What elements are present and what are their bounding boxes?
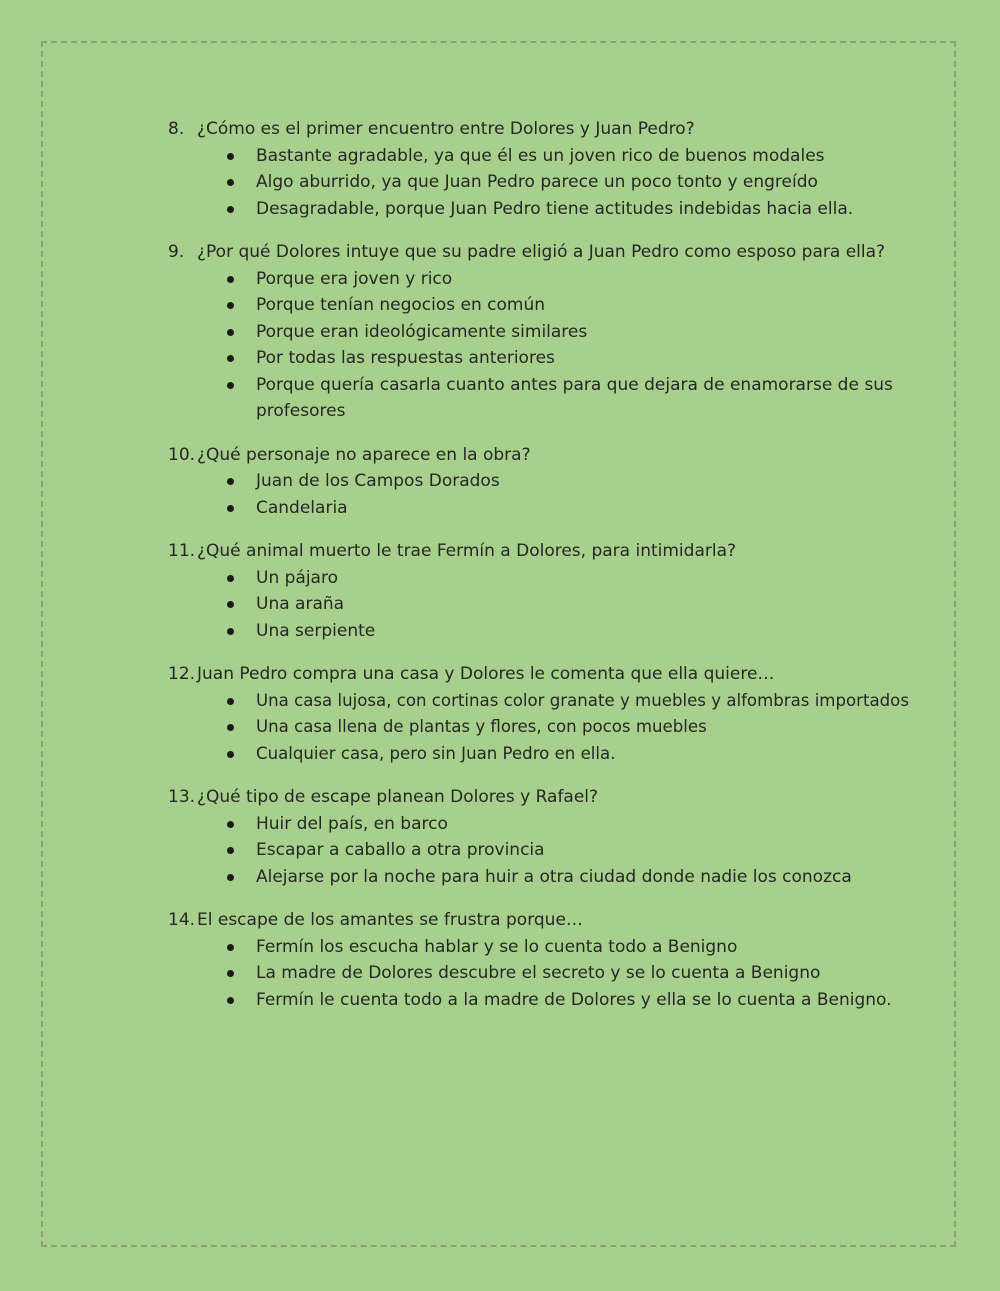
question-number: 11. (168, 541, 196, 561)
question-number: 13. (168, 787, 196, 807)
question-list (168, 116, 928, 1030)
question-12 (168, 661, 928, 767)
option-item[interactable]: Fermín le cuenta todo a la madre de Dolores y ella se lo cuenta a Benigno. (227, 987, 928, 1014)
option-item[interactable]: Candelaria (227, 495, 928, 522)
option-list (168, 143, 928, 223)
option-item[interactable]: Juan de los Campos Dorados (227, 468, 928, 495)
question-number: 8. (168, 119, 185, 139)
question-10 (168, 442, 928, 522)
question-text: El escape de los amantes se frustra porque… (197, 910, 583, 930)
option-item[interactable]: Una araña (227, 591, 928, 618)
option-item[interactable]: Huir del país, en barco (227, 811, 928, 838)
question-text: ¿Cómo es el primer encuentro entre Dolores y Juan Pedro? (197, 119, 695, 139)
question-8 (168, 116, 928, 222)
option-item[interactable]: Un pájaro (227, 565, 928, 592)
question-number: 12. (168, 664, 196, 684)
option-list (168, 934, 928, 1014)
option-item[interactable]: Por todas las respuestas anteriores (227, 345, 928, 372)
option-item[interactable]: Porque era joven y rico (227, 266, 928, 293)
option-item[interactable]: Bastante agradable, ya que él es un joven rico de buenos modales (227, 143, 928, 170)
option-item[interactable]: Algo aburrido, ya que Juan Pedro parece un poco tonto y engreído (227, 169, 928, 196)
option-item[interactable]: La madre de Dolores descubre el secreto y se lo cuenta a Benigno (227, 960, 928, 987)
option-item[interactable]: Una serpiente (227, 618, 928, 645)
option-item[interactable]: Una casa lujosa, con cortinas color granate y muebles y alfombras importados (227, 688, 928, 715)
question-text: ¿Por qué Dolores intuye que su padre eligió a Juan Pedro como esposo para ella? (197, 242, 886, 262)
option-item[interactable]: Alejarse por la noche para huir a otra ciudad donde nadie los conozca (227, 864, 928, 891)
question-text: ¿Qué personaje no aparece en la obra? (197, 444, 531, 465)
option-list (168, 468, 928, 521)
option-list (168, 565, 928, 645)
question-text: ¿Qué animal muerto le trae Fermín a Dolores, para intimidarla? (197, 541, 737, 561)
question-number: 14. (168, 910, 196, 930)
question-13 (168, 784, 928, 890)
option-item[interactable]: Escapar a caballo a otra provincia (227, 837, 928, 864)
option-item[interactable]: Porque quería casarla cuanto antes para que dejara de enamorarse de sus profesores (227, 372, 928, 425)
option-list (168, 688, 928, 768)
option-item[interactable]: Desagradable, porque Juan Pedro tiene actitudes indebidas hacia ella. (227, 196, 928, 223)
question-number: 9. (168, 242, 185, 262)
option-list (168, 811, 928, 891)
question-text: ¿Qué tipo de escape planean Dolores y Rafael? (197, 787, 599, 807)
option-item[interactable]: Cualquier casa, pero sin Juan Pedro en ella. (227, 741, 928, 768)
option-item[interactable]: Una casa llena de plantas y flores, con pocos muebles (227, 714, 928, 741)
question-number: 10. (168, 444, 196, 465)
question-14 (168, 907, 928, 1013)
question-11 (168, 538, 928, 644)
option-item[interactable]: Porque tenían negocios en común (227, 292, 928, 319)
question-9 (168, 239, 928, 425)
option-item[interactable]: Porque eran ideológicamente similares (227, 319, 928, 346)
question-text: Juan Pedro compra una casa y Dolores le comenta que ella quiere… (197, 664, 775, 684)
option-item[interactable]: Fermín los escucha hablar y se lo cuenta todo a Benigno (227, 934, 928, 961)
option-list (168, 266, 928, 425)
